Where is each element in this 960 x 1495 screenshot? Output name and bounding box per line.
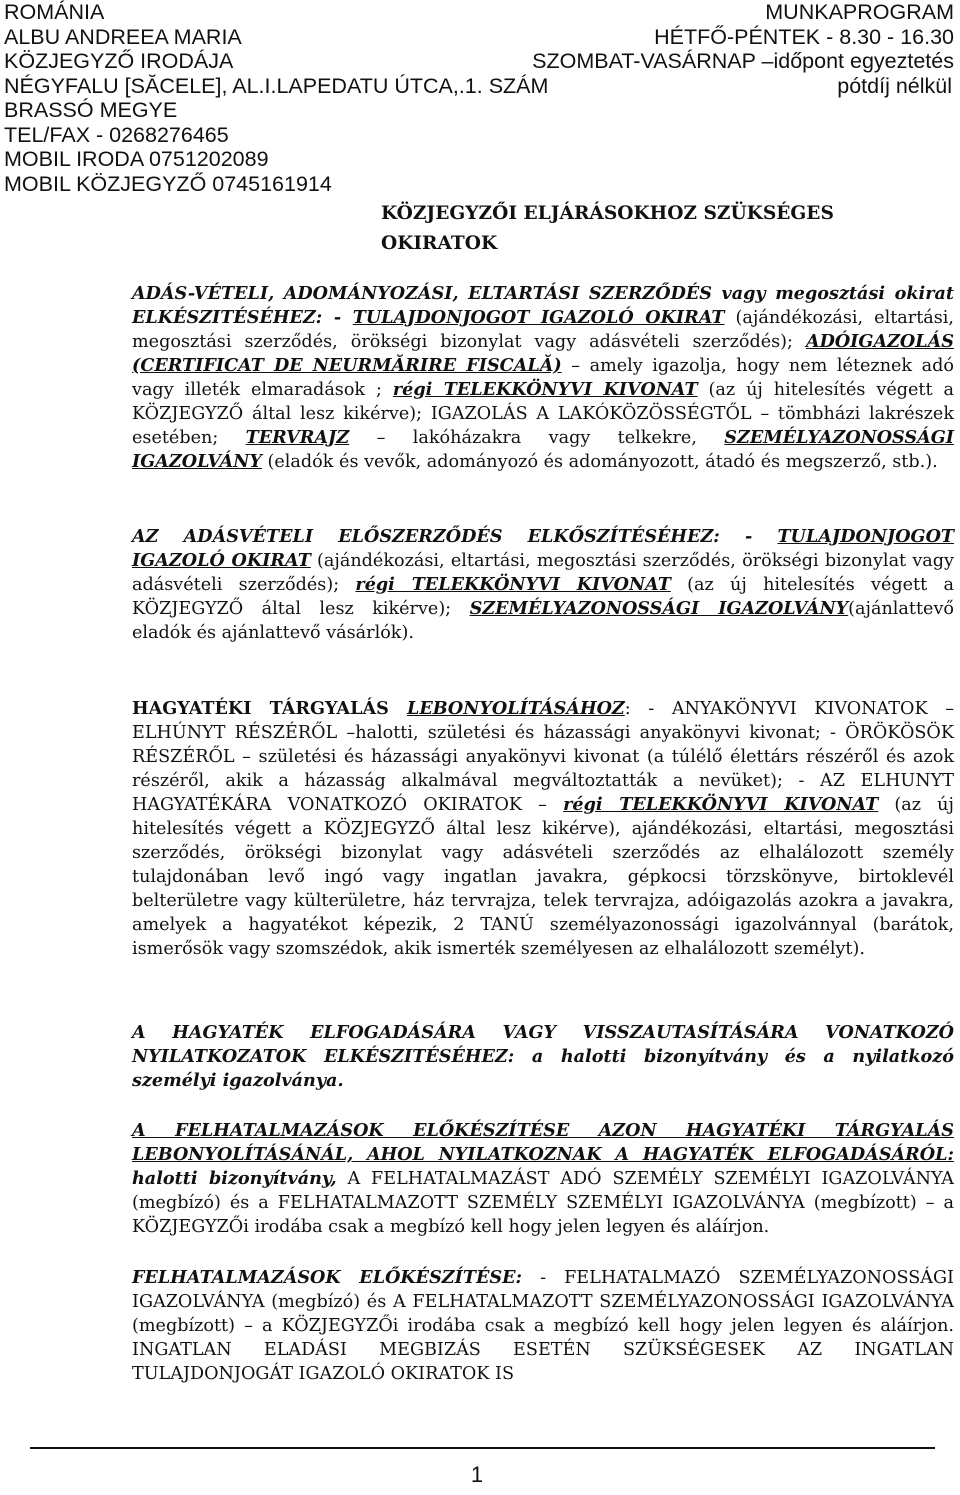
title-line-2: OKIRATOK: [381, 233, 498, 254]
document-title: [381, 199, 901, 259]
section-sale-contract: [4, 282, 954, 474]
required-document: ADÓIGAZOLÁS (CERTIFICAT DE NEURMĂRIRE FISCALĂ): [132, 331, 954, 376]
section-paragraph: [4, 1266, 954, 1386]
section-paragraph: [4, 282, 954, 474]
section-title: FELHATALMAZÁSOK ELŐKÉSZÍTÉSE:: [132, 1267, 522, 1288]
office-address: NÉGYFALU [SĂCELE], AL.I.LAPEDATU ÚTCA,.1. SZÁM: [4, 73, 549, 98]
office-mobile: MOBIL IRODA 0751202089: [4, 147, 269, 171]
section-title: ADÁS-VÉTELI, ADOMÁNYOZÁSI, ELTARTÁSI SZERZŐDÉS vagy megosztási okirat ELKÉSZITÉSÉHEZ:: [132, 283, 954, 328]
paragraph-text: (ajándékozási, eltartási, megosztási szerződés, örökségi bizonylat vagy adásvételi szerződés);: [132, 551, 954, 595]
required-document: TULAJDONJOGOT IGAZOLÓ OKIRAT: [352, 307, 725, 328]
paragraph-text: (ajándékozási, eltartási, megosztási szerződés, örökségi bizonylat vagy adásvételi szerződés);: [132, 308, 954, 352]
section-title: AZ ADÁSVÉTELI ELŐSZERZŐDÉS ELKŐSZÍTÉSÉHEZ:: [132, 526, 720, 547]
title-line-1: KÖZJEGYZŐI ELJÁRÁSOKHOZ SZÜKSÉGES: [381, 203, 834, 224]
letterhead: [4, 0, 954, 196]
notary-name: ALBU ANDREEA MARIA: [4, 24, 242, 49]
office-name: KÖZJEGYZŐ IRODÁJA: [4, 49, 234, 73]
section-power-of-attorney: [4, 1266, 954, 1386]
section-title: HAGYATÉKI TÁRGYALÁS: [132, 698, 407, 719]
weekend-note: pótdíj nélkül: [837, 73, 952, 98]
section-title: A HAGYATÉK ELFOGADÁSÁRA VAGY VISSZAUTASÍTÁSÁRA VONATKOZÓ NYILATKOZATOK ELKÉSZITÉSÉHEZ:: [132, 1022, 954, 1067]
paragraph-text: (ajánlattevő eladók és ajánlattevő vásárlók).: [132, 599, 954, 643]
required-document: SZEMÉLYAZONOSSÁGI IGAZOLVÁNY: [132, 427, 954, 472]
required-document: TULAJDONJOGOT IGAZOLÓ OKIRAT: [132, 526, 954, 571]
paragraph-text: – amely igazolja, hogy nem léteznek adó vagy illeték elmaradások ;: [132, 356, 954, 400]
header-row: [4, 74, 954, 99]
paragraph-text: - FELHATALMAZÓ SZEMÉLYAZONOSSÁGI IGAZOLVÁNYA (megbízó) és A FELHATALMAZOTT SZEMÉLYAZONOSSÁGI IGAZOLVÁNYA (megbízott) – a KÖZJEGYZŐi irodába csak a megbízó kell hogy jelen legyen és aláírjon. INGATLAN ELADÁSI MEGBIZÁS ESETÉN SZÜKSÉGESEK AZ INGATLAN TULAJDONJOGÁT IGAZOLÓ OKIRATOK IS: [132, 1268, 954, 1384]
page-number: 1: [470, 1462, 484, 1487]
section-title-emphasis: LEBONYOLÍTÁSÁHOZ: [406, 698, 625, 719]
header-row: [4, 49, 954, 74]
paragraph-text: : - ANYAKÖNYVI KIVONATOK – ELHÚNYT RÉSZÉRŐL –halotti, születési és házassági anyakönyvi kivonat; - ÖRÖKÖSÖK RÉSZÉRŐL – születési és házassági anyakönyvi kivonat (a túlélő élettárs részéről és azok részéről, akik a házasság alkalmával megváltoztatták a nevüket); - AZ ELHUNYT HAGYATÉKÁRA VONATKOZÓ OKIRATOK –: [132, 699, 954, 815]
header-row: [4, 25, 954, 50]
county-name: BRASSÓ MEGYE: [4, 98, 178, 122]
section-paragraph: [4, 525, 954, 645]
paragraph-text: (eladók és vevők, adományozó és adományozott, átadó és megszerző, stb.).: [261, 452, 938, 472]
paragraph-text: A FELHATALMAZÁST ADÓ SZEMÉLY SZEMÉLYI IGAZOLVÁNYA (megbízó) és a FELHATALMAZOTT SZEMÉLY SZEMÉLYI IGAZOLVÁNYA (megbízott) – a KÖZJEGYZŐi irodába csak a megbízó kell hogy jelen legyen és aláírjon.: [132, 1169, 954, 1237]
paragraph-text: a halotti bizonyítvány és a nyilatkozó személyi igazolványa.: [132, 1046, 954, 1091]
tel-fax: TEL/FAX - 0268276465: [4, 122, 229, 147]
footer-divider: [30, 1447, 935, 1449]
work-schedule-label: MUNKAPROGRAM: [765, 0, 954, 24]
separator: -: [322, 307, 353, 328]
required-document: SZEMÉLYAZONOSSÁGI IGAZOLVÁNY: [469, 598, 849, 619]
section-inheritance-declaration: [4, 1021, 954, 1093]
paragraph-text: (az új hitelesítés végett a KÖZJEGYZŐ által lesz kikérve); IGAZOLÁS A LAKÓKÖZÖSSÉGTŐL – tömbházi lakrészek esetében;: [132, 380, 954, 448]
required-document: régi TELEKKÖNYVI KIVONAT: [563, 794, 879, 815]
country-name: ROMÁNIA: [4, 0, 105, 24]
notary-mobile: MOBIL KÖZJEGYZŐ 0745161914: [4, 171, 332, 196]
required-document: régi TELEKKÖNYVI KIVONAT: [355, 574, 671, 595]
required-document: régi TELEKKÖNYVI KIVONAT: [392, 379, 698, 400]
paragraph-text: – lakóházakra vagy telkekre,: [349, 428, 725, 448]
required-document: halotti bizonyítvány,: [132, 1168, 337, 1189]
weekday-hours: HÉTFŐ-PÉNTEK - 8.30 - 16.30: [654, 24, 954, 49]
separator: -: [719, 526, 778, 547]
section-paragraph: [4, 1021, 954, 1093]
section-title: A FELHATALMAZÁSOK ELŐKÉSZÍTÉSE AZON HAGYATÉKI TÁRGYALÁS LEBONYOLÍTÁSÁNÁL, AHOL NYILATKOZNAK A HAGYATÉK ELFOGADÁSÁRÓL:: [132, 1120, 954, 1165]
required-document: TERVRAJZ: [245, 427, 350, 448]
paragraph-text: (az új hitelesítés végett a KÖZJEGYZŐ által lesz kikérve);: [132, 575, 954, 619]
section-paragraph: [4, 697, 954, 961]
section-inheritance-hearing: [4, 697, 954, 961]
section-pre-contract: [4, 525, 954, 645]
weekend-hours: SZOMBAT-VASÁRNAP –időpont egyeztetés: [532, 49, 954, 73]
paragraph-text: (az új hitelesítés végett a KÖZJEGYZŐ által lesz kikérve), ajándékozási, eltartási, megosztási szerződés, örökségi bizonylat vagy adásvételi szerződés az elhalálozott személy tulajdonában levő ingó vagy ingatlan javakra, gépkocsi törzskönyve, birtoklevél belterületre vagy külterületre, ház tervrajza, telek tervrajza, adóigazolás azokra a javakra, amelyek a hagyatékot képezik, 2 TANÚ személyazonossági igazolvánnyal (barátok, ismerősök vagy szomszédok, akik ismerték személyesen az elhalálozott személyt).: [132, 795, 954, 959]
section-paragraph: [4, 1119, 954, 1239]
header-row: [4, 0, 954, 25]
section-inheritance-power-of-attorney: [4, 1119, 954, 1239]
